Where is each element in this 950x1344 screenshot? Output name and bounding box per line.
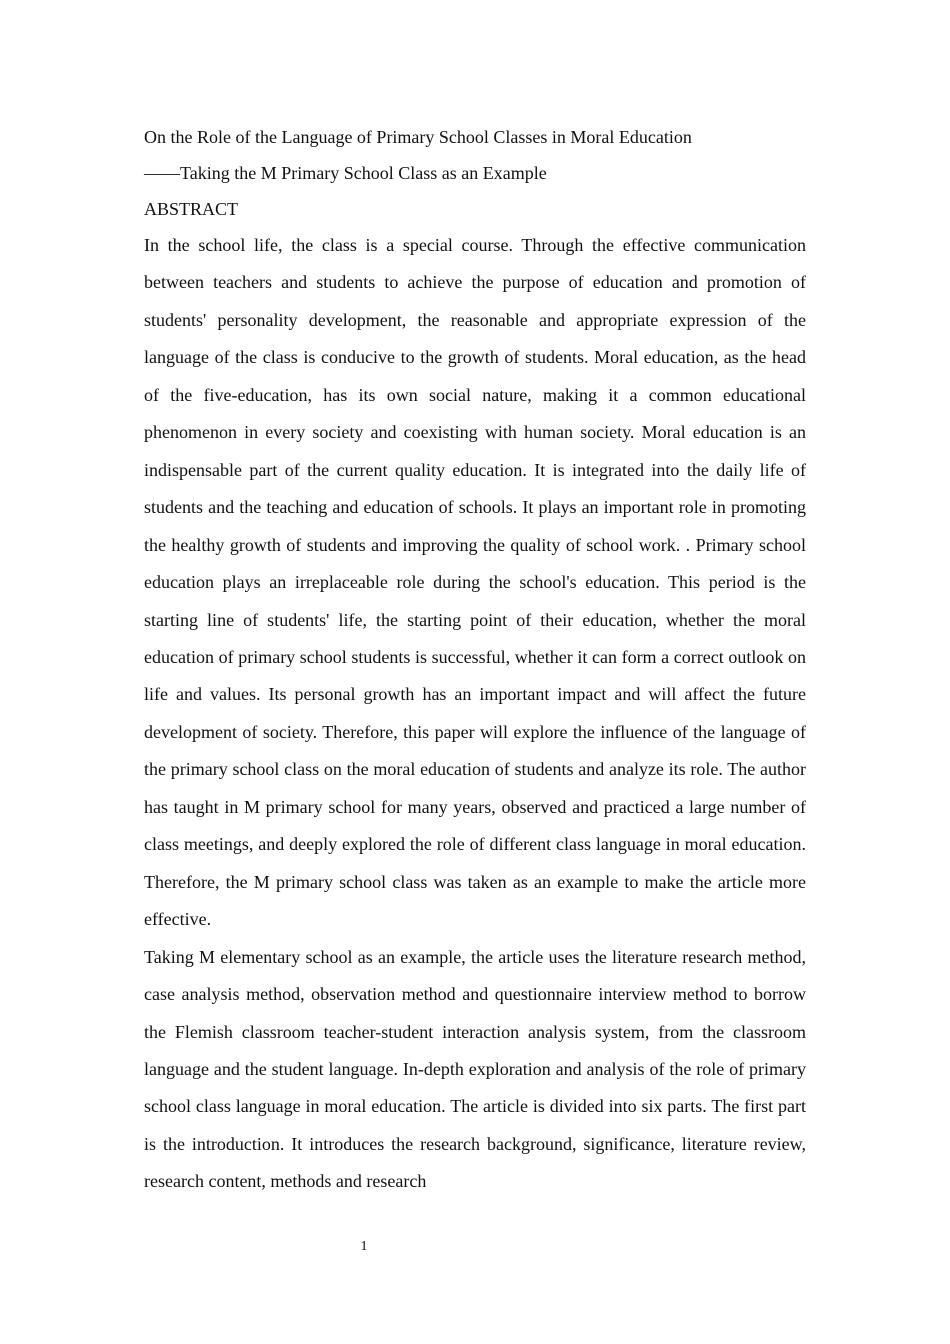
abstract-paragraph-2: Taking M elementary school as an example, the article uses the literature research method, case analysis method, observation method and questionnaire interview method to borrow the Flemish classroom teacher-student interaction analysis system, from the classroom language and the student language. In-depth exploration and analysis of the role of primary school class language in moral education. The article is divided into six parts. The first part is the introduction. It introduces the research background, significance, literature review, research content, methods and research	[144, 946, 806, 1192]
document-body	[144, 119, 806, 1201]
document-title: On the Role of the Language of Primary School Classes in Moral Education	[144, 127, 692, 147]
abstract-paragraph-1: In the school life, the class is a special course. Through the effective communication between teachers and students to achieve the purpose of education and promotion of students' personality development, the reasonable and appropriate expression of the language of the class is conducive to the growth of students. Moral education, as the head of the five-education, has its own social nature, making it a common educational phenomenon in every society and coexisting with human society. Moral education is an indispensable part of the current quality education. It is integrated into the daily life of students and the teaching and education of schools. It plays an important role in promoting the healthy growth of students and improving the quality of school work. . Primary school education plays an irreplaceable role during the school's education. This period is the starting line of students' life, the starting point of their education, whether the moral education of primary school students is successful, whether it can form a correct outlook on life and values. Its personal growth has an important impact and will affect the future development of society. Therefore, this paper will explore the influence of the language of the primary school class on the moral education of students and analyze its role. The author has taught in M primary school for many years, observed and practiced a large number of class meetings, and deeply explored the role of different class language in moral education. Therefore, the M primary school class was taken as an example to make the article more effective.	[144, 235, 806, 930]
abstract-heading: ABSTRACT	[144, 199, 239, 219]
page-number: 1	[360, 1239, 368, 1254]
document-subtitle: ——Taking the M Primary School Class as an Example	[144, 163, 547, 183]
